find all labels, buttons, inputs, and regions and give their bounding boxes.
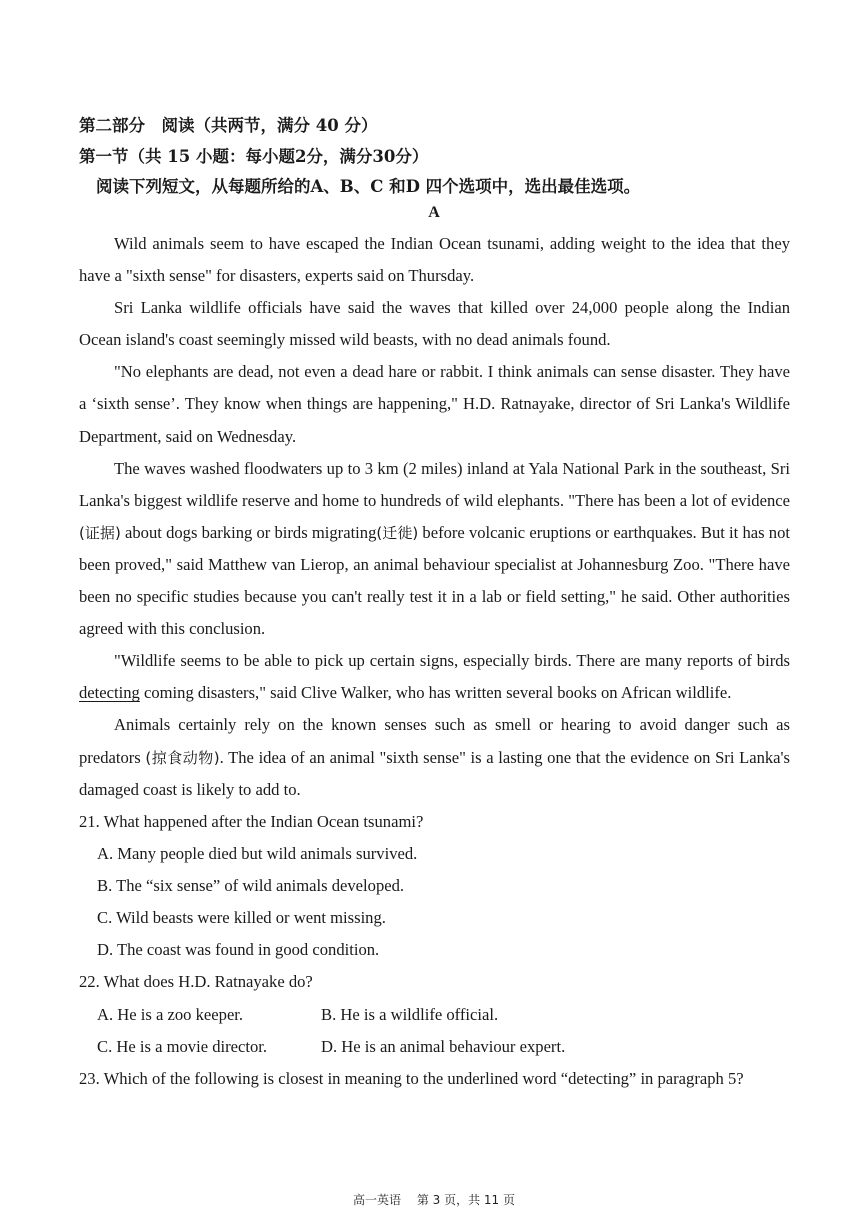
option-row	[79, 1031, 799, 1063]
paragraph-5: "Wildlife seems to be able to pick up certain signs, especially birds. There are many reports of birds detecting coming disasters," said Clive Walker, who has written several books on African wildlife.	[79, 651, 790, 703]
underlined-word: detecting	[79, 683, 140, 703]
section-header: 第二部分 阅读（共两节，满分 40 分）	[79, 116, 378, 135]
paragraph-6: Animals certainly rely on the known senses such as smell or hearing to avoid danger such as predators (掠食动物). The idea of an animal "sixth sense" is a lasting one that the evidence on Sri Lanka's damaged coast is likely to add to.	[79, 715, 790, 799]
paragraph-2: Sri Lanka wildlife officials have said the waves that killed over 24,000 people along the Indian Ocean island's coast seemingly missed wild beasts, with no dead animals found.	[79, 298, 790, 350]
option: B. The “six sense” of wild animals developed.	[97, 876, 405, 896]
reading-passage	[79, 228, 790, 806]
question-stem: 22. What does H.D. Ratnayake do?	[79, 972, 313, 992]
chinese-gloss: (掠食动物)	[145, 748, 220, 767]
paragraph-1: Wild animals seem to have escaped the Indian Ocean tsunami, adding weight to the idea that they have a "sixth sense" for disasters, experts said on Thursday.	[79, 234, 790, 286]
question-list	[79, 806, 799, 1095]
question-stem: 23. Which of the following is closest in meaning to the underlined word “detecting” in paragraph 5?	[79, 1068, 744, 1088]
passage-title: A	[428, 204, 440, 221]
option: A. He is a zoo keeper.	[97, 1004, 244, 1024]
subsection-header: 第一节（共 15 小题：每小题2分，满分30分）	[79, 147, 429, 166]
option: D. The coast was found in good condition.	[97, 940, 380, 960]
page-footer: 高一英语 第 3 页，共 11 页	[353, 1193, 515, 1207]
option-row	[79, 999, 799, 1031]
paragraph-3: "No elephants are dead, not even a dead hare or rabbit. I think animals can sense disaster. They have a ‘sixth sense’. They know when things are happening," H.D. Ratnayake, director of Sri Lanka's Wildlife Department, said on Wednesday.	[79, 362, 790, 446]
question-stem: 21. What happened after the Indian Ocean tsunami?	[79, 812, 424, 831]
option: B. He is a wildlife official.	[321, 1004, 499, 1024]
option: A. Many people died but wild animals survived.	[97, 844, 418, 864]
option: D. He is an animal behaviour expert.	[321, 1036, 566, 1056]
chinese-gloss: (证据)	[79, 523, 121, 542]
option: C. He is a movie director.	[97, 1036, 268, 1056]
option: C. Wild beasts were killed or went missing.	[97, 908, 386, 928]
chinese-gloss: (迁徙)	[376, 523, 419, 542]
paragraph-4: The waves washed floodwaters up to 3 km (2 miles) inland at Yala National Park in the southeast, Sri Lanka's biggest wildlife reserve and home to hundreds of wild elephants. "There has been a lot of evidence (证据) about dogs barking or birds migrating(迁徙) before volcanic eruptions or earthquakes. But it has not been proved," said Matthew van Lierop, an animal behaviour specialist at Johannesburg Zoo. "There have been no specific studies because you can't really test it in a lab or field setting," he said. Other authorities agreed with this conclusion.	[79, 458, 790, 639]
instructions: 阅读下列短文，从每题所给的A、B、C 和D 四个选项中，选出最佳选项。	[96, 177, 641, 196]
